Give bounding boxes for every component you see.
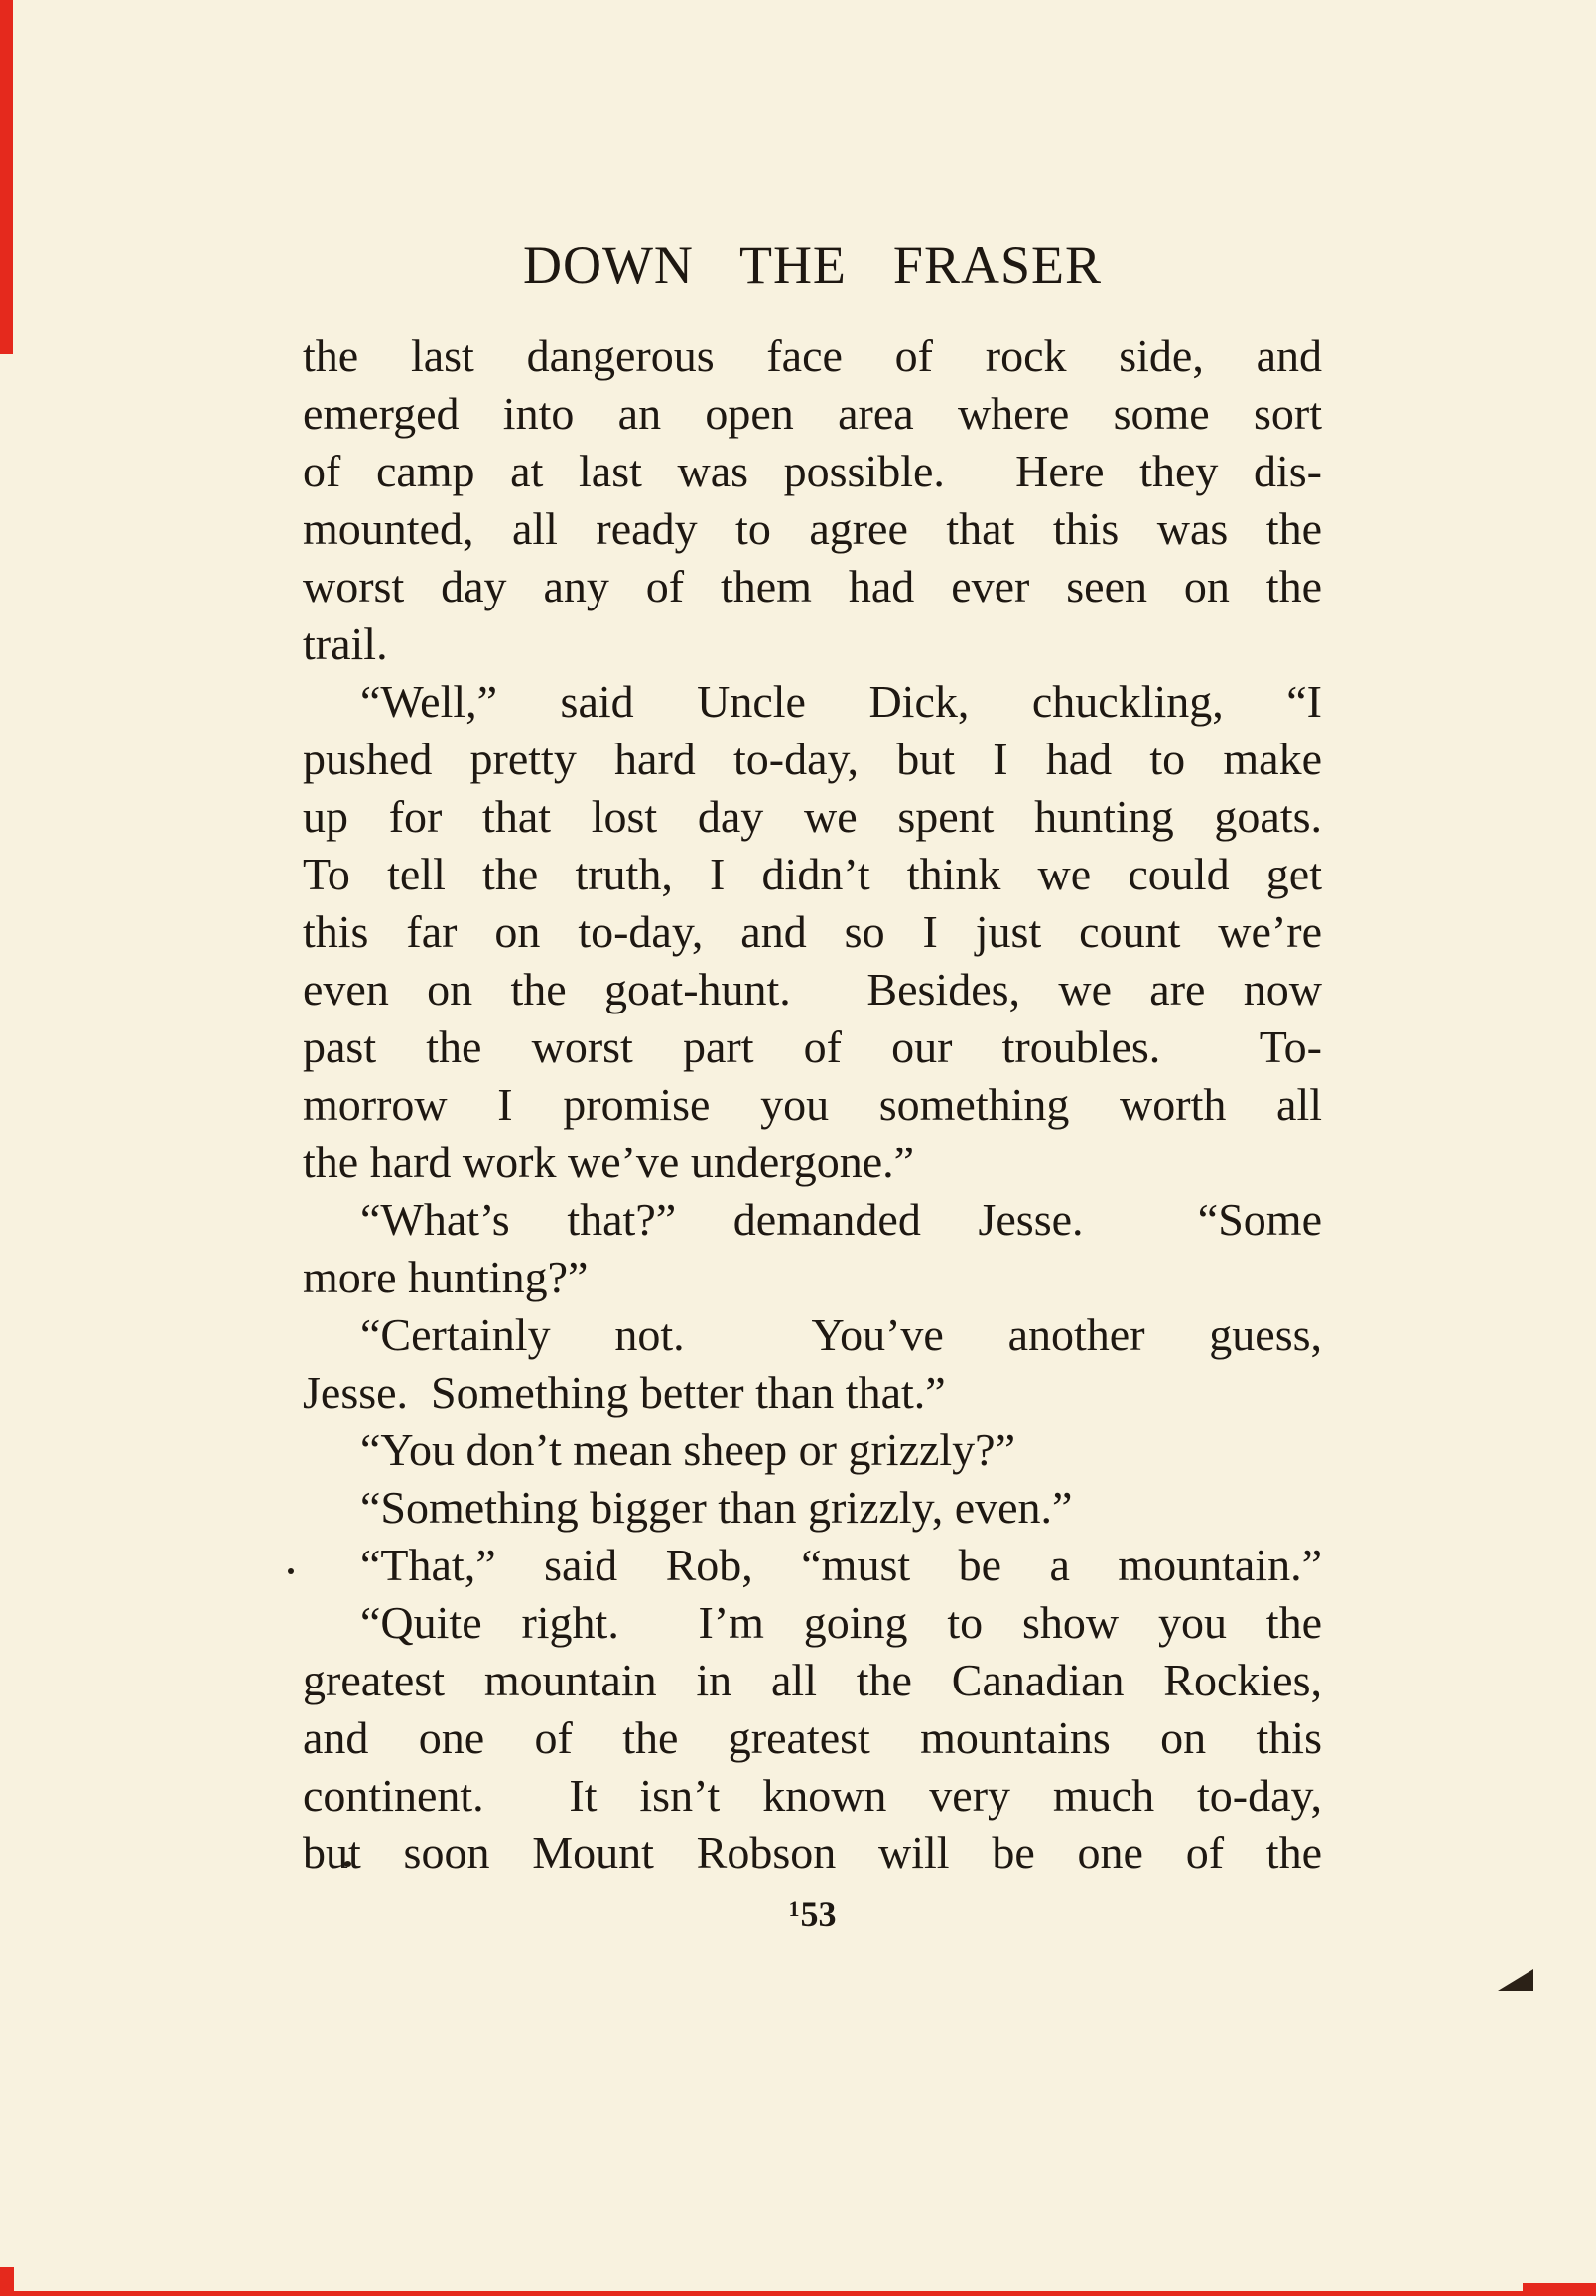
text-line: “Quite right. I’m going to show you the	[360, 1597, 1322, 1648]
text-line: “Something bigger than grizzly, even.”	[360, 1482, 1073, 1533]
page-title: DOWN THE FRASER	[522, 235, 1103, 295]
text-line: worst day any of them had ever seen on the	[303, 561, 1322, 611]
text-line: this far on to-day, and so I just count we’re	[303, 906, 1322, 957]
text-line: the hard work we’ve undergone.”	[303, 1137, 915, 1187]
text-line: past the worst part of our troubles. To-	[303, 1021, 1322, 1072]
text-line: To tell the truth, I didn’t think we could get	[303, 849, 1322, 899]
text-line: “You don’t mean sheep or grizzly?”	[360, 1424, 1016, 1475]
text-line: continent. It isn’t known very much to-day,	[303, 1770, 1322, 1821]
text-line: morrow I promise you something worth all	[303, 1079, 1322, 1130]
text-line: greatest mountain in all the Canadian Rockies,	[303, 1655, 1322, 1705]
text-line: “Certainly not. You’ve another guess,	[360, 1309, 1322, 1360]
text-line: trail.	[303, 618, 388, 669]
text-line: pushed pretty hard to-day, but I had to make	[303, 734, 1322, 784]
text-line: and one of the greatest mountains on this	[303, 1712, 1322, 1763]
text-line: even on the goat-hunt. Besides, we are now	[303, 964, 1322, 1014]
page-number-rest: 53	[800, 1894, 837, 1934]
body-text	[303, 328, 1322, 1882]
scan-red-left-bar	[0, 0, 13, 354]
text-line: “That,” said Rob, “must be a mountain.”	[360, 1540, 1322, 1590]
scan-red-bottom-edge	[0, 2291, 1596, 2296]
scan-red-bottom-right-corner	[1523, 2283, 1596, 2296]
scan-corner-triangle-mark	[1498, 1969, 1533, 1993]
text-line: “What’s that?” demanded Jesse. “Some	[360, 1194, 1322, 1245]
text-line: of camp at last was possible. Here they dis-	[303, 446, 1322, 496]
text-line: but soon Mount Robson will be one of the	[303, 1827, 1322, 1878]
text-line: “Well,” said Uncle Dick, chuckling, “I	[360, 676, 1322, 727]
text-line: mounted, all ready to agree that this was the	[303, 503, 1322, 554]
text-line: Jesse. Something better than that.”	[303, 1367, 946, 1418]
text-line: the last dangerous face of rock side, and	[303, 331, 1322, 381]
page-number	[303, 1892, 1322, 1941]
ink-speck	[288, 1568, 294, 1574]
page-number-first-digit: 1	[788, 1896, 801, 1921]
text-line: more hunting?”	[303, 1252, 589, 1302]
text-line: up for that lost day we spent hunting goats.	[303, 791, 1322, 842]
text-line: emerged into an open area where some sort	[303, 388, 1322, 439]
